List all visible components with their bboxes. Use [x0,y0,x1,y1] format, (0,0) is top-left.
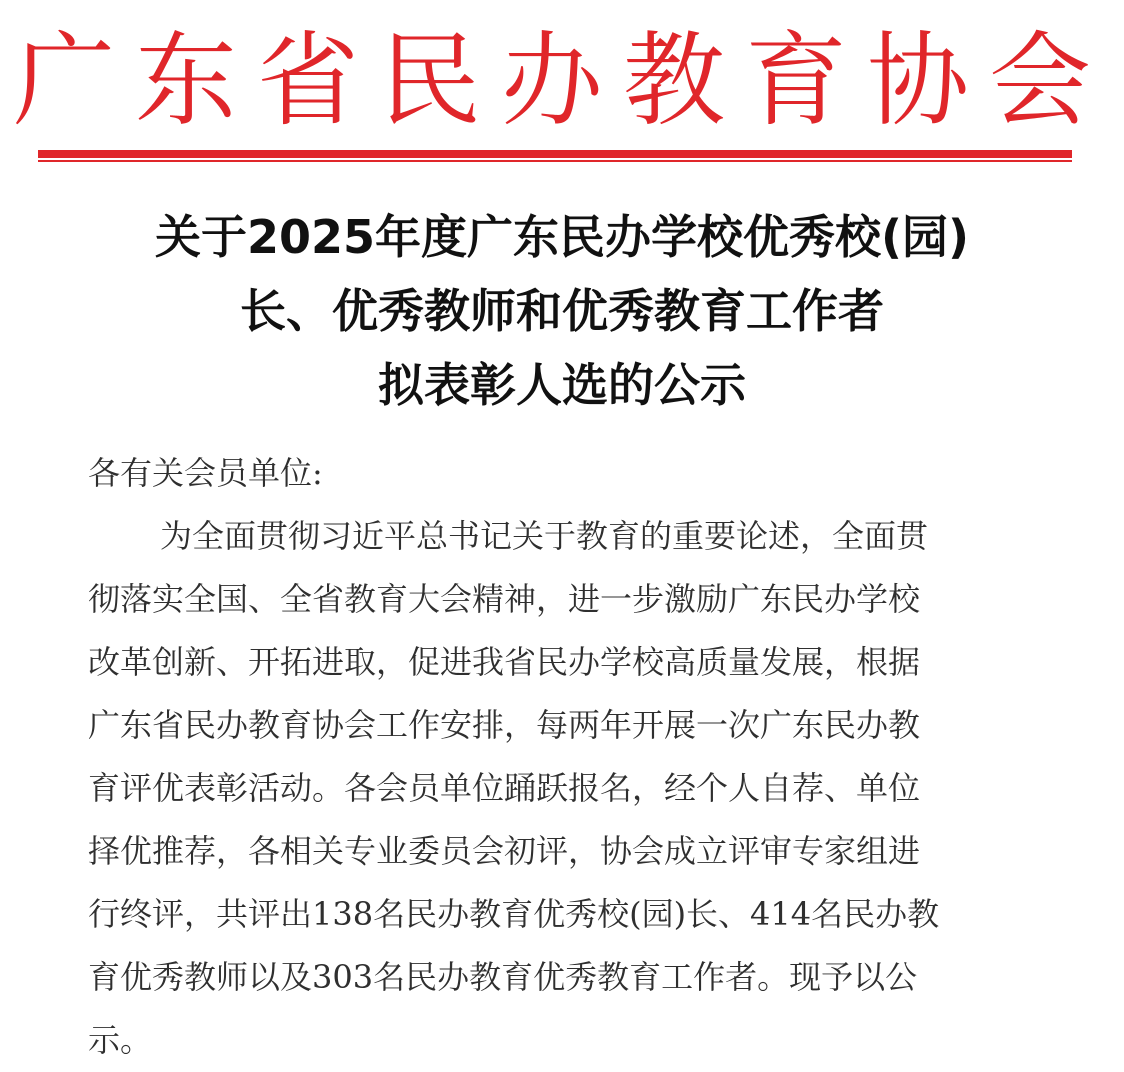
paragraph-line: 行终评，共评出138名民办教育优秀校(园)长、414名民办教 [88,895,940,933]
paragraph-line: 为全面贯彻习近平总书记关于教育的重要论述，全面贯 [160,517,929,555]
paragraph-line: 广东省民办教育协会工作安排，每两年开展一次广东民办教 [88,706,921,744]
paragraph-line: 改革创新、开拓进取，促进我省民办学校高质量发展，根据 [88,643,921,681]
document-title [40,200,1084,422]
paragraph-line: 示。 [88,1021,153,1059]
document-title-line-2: 长、优秀教师和优秀教育工作者 [240,284,884,338]
letterhead-red-rule [38,150,1072,158]
paragraph-line: 育评优表彰活动。各会员单位踊跃报名，经个人自荐、单位 [88,769,921,807]
paragraph-line: 择优推荐，各相关专业委员会初评，协会成立评审专家组进 [88,832,921,870]
organization-name: 广东省民办教育协会 [13,22,1111,141]
paragraph-line: 育优秀教师以及303名民办教育优秀教育工作者。现予以公 [88,958,918,996]
letterhead [0,22,1124,142]
letterhead-red-rule-thin [38,160,1072,162]
document-title-line-3: 拟表彰人选的公示 [378,358,746,412]
document-body [88,442,1033,1072]
document-title-line-1: 关于2025年度广东民办学校优秀校(园) [154,210,970,264]
salutation: 各有关会员单位: [88,454,323,492]
paragraph-line: 彻落实全国、全省教育大会精神，进一步激励广东民办学校 [88,580,921,618]
